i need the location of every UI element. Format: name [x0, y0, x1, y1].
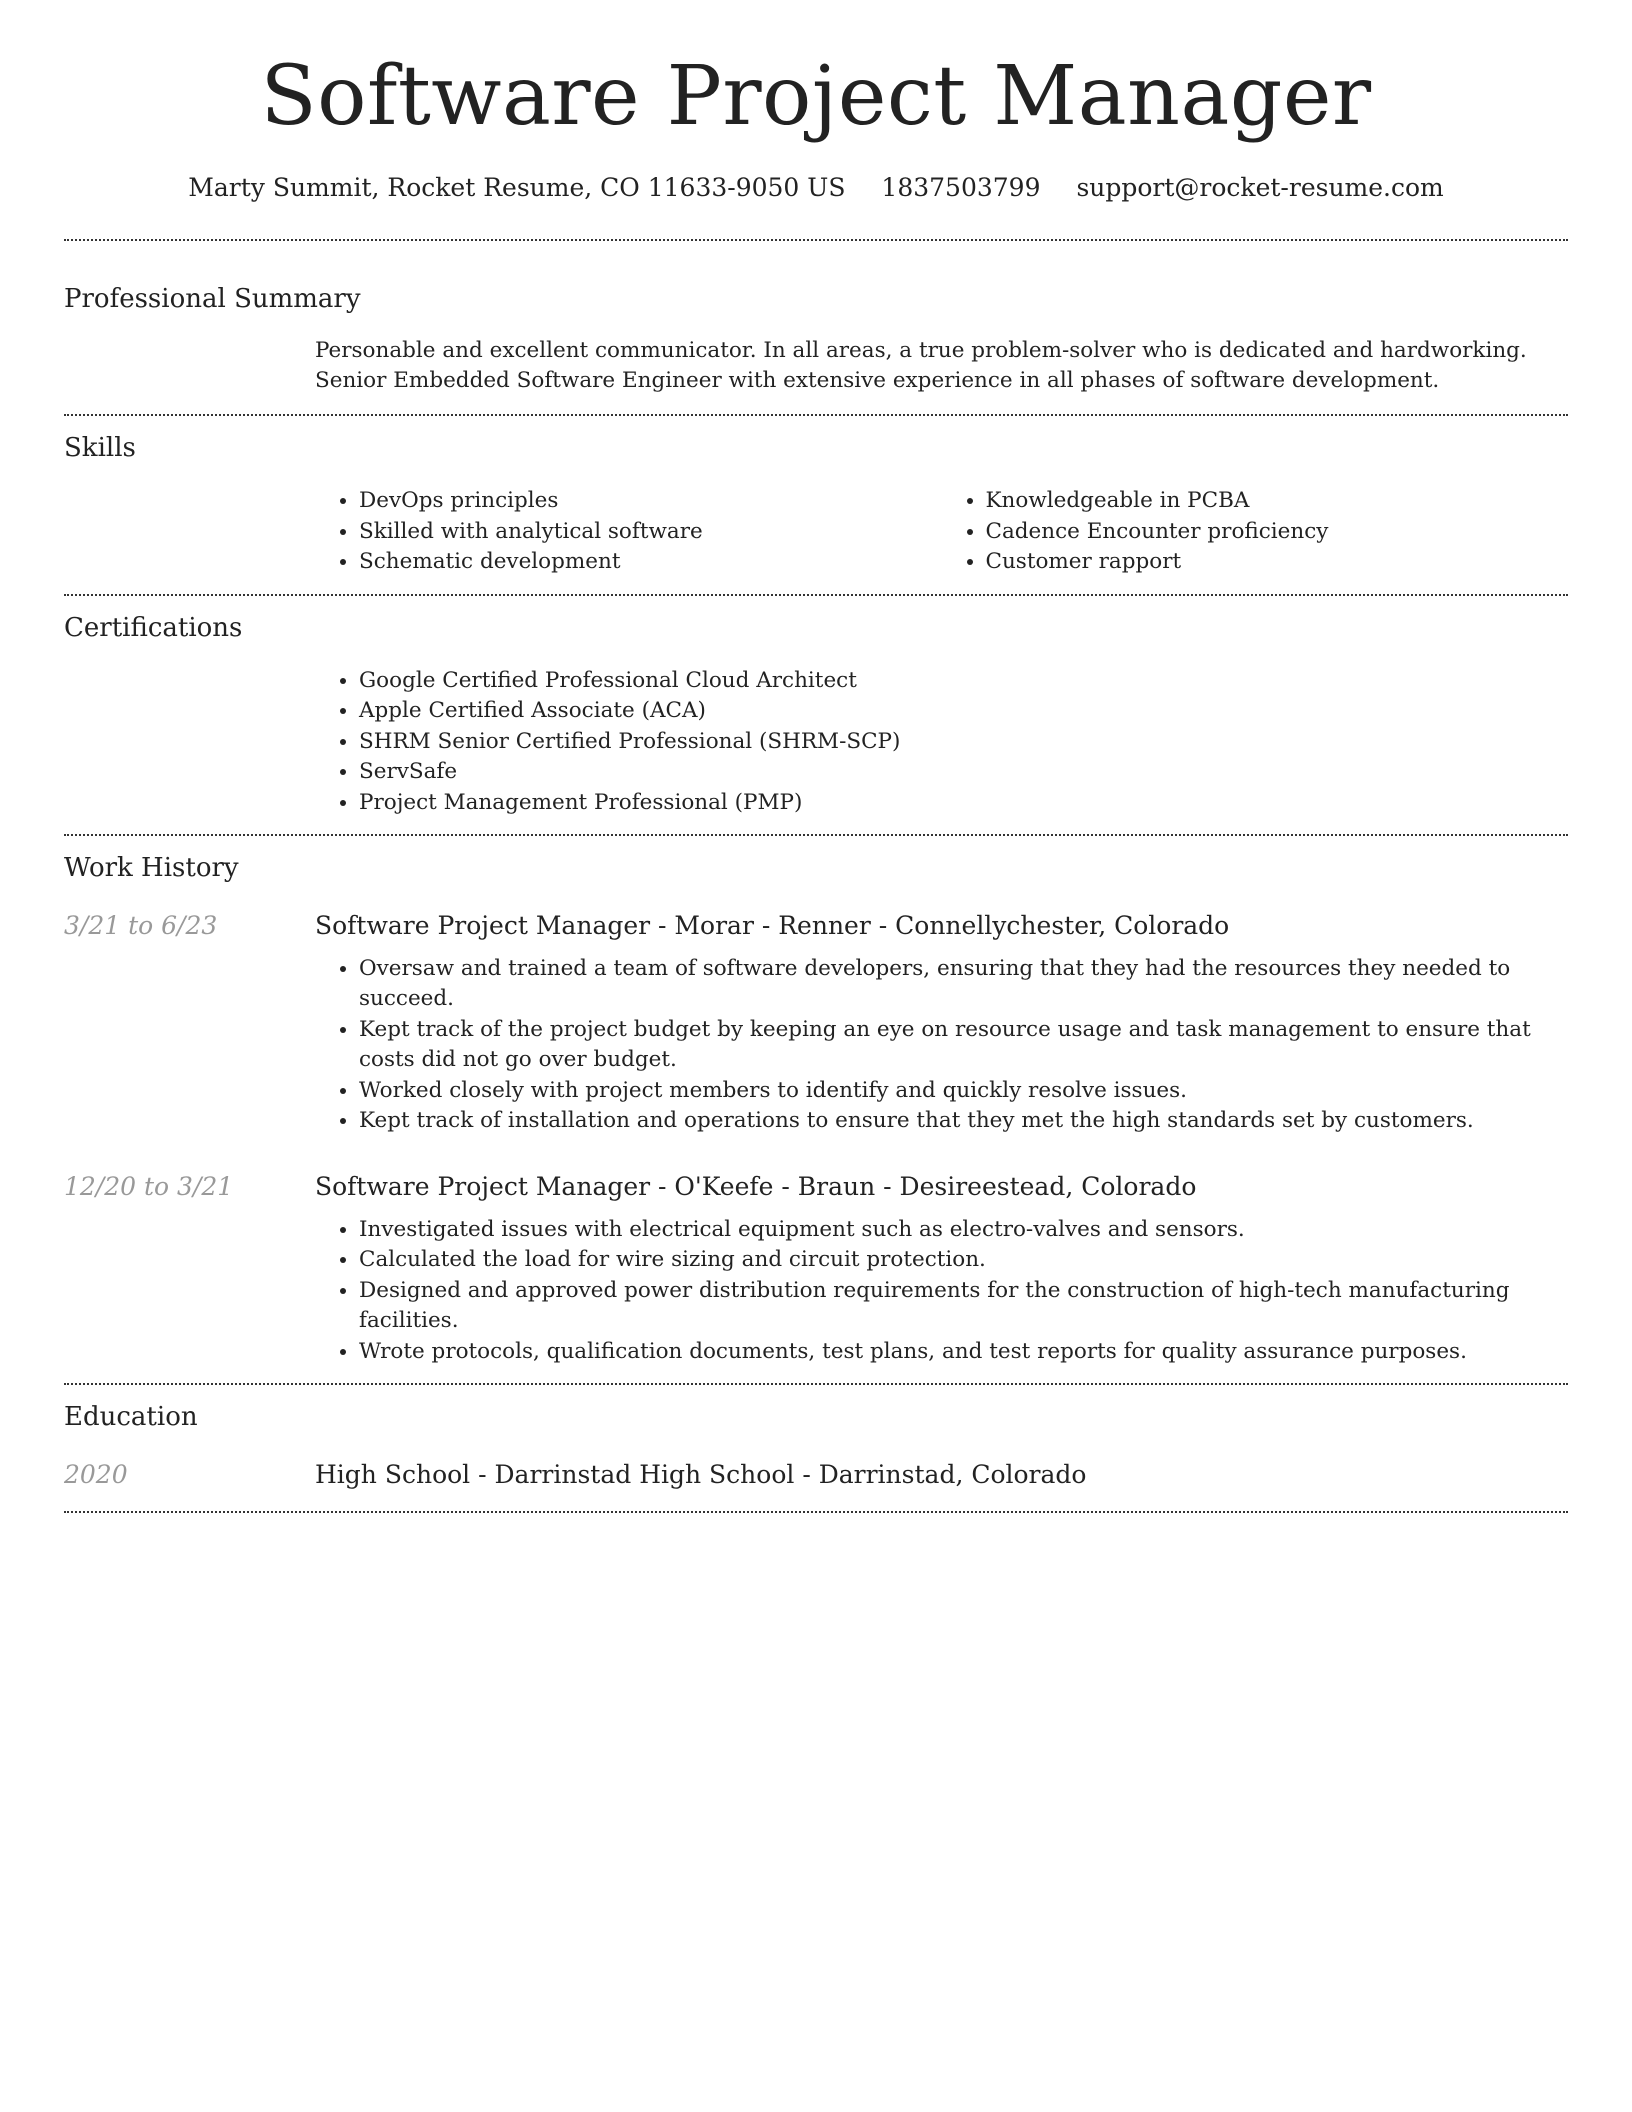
certifications-list: [315, 666, 1568, 819]
skill-item: • Skilled with analytical software: [359, 517, 942, 548]
certification-item: • Apple Certified Associate (ACA): [359, 696, 1568, 727]
job-date: 12/20 to 3/21: [64, 1171, 234, 1201]
certifications-content: [315, 646, 1568, 835]
job-bullet: • Kept track of the project budget by keeping an eye on resource usage and task management to ensure that costs did not go over budget.: [359, 1015, 1568, 1076]
section-title-summary: Professional Summary: [64, 283, 361, 314]
skill-item: • Customer rapport: [986, 547, 1569, 578]
job-body: [315, 1167, 1568, 1368]
contact-email: support@rocket-resume.com: [1076, 173, 1444, 203]
job-bullet: • Designed and approved power distribution requirements for the construction of high-tech manufacturing facilities.: [359, 1276, 1568, 1337]
job-bullet: • Kept track of installation and operations to ensure that they met the high standards set by customers.: [359, 1106, 1568, 1137]
contact-phone: 1837503799: [881, 173, 1041, 203]
summary-text: Personable and excellent communicator. In all areas, a true problem-solver who is dedicated and hardworking. Senior Embedded Software Engineer with extensive experience in all phases of software development.: [315, 338, 1527, 394]
education-date: 2020: [64, 1460, 128, 1490]
skills-list-left: [315, 486, 942, 578]
skill-item: • Schematic development: [359, 547, 942, 578]
job-bullets: [315, 946, 1568, 1137]
section-certifications: [64, 596, 1568, 834]
education-title: High School - Darrinstad High School - Darrinstad, Colorado: [315, 1460, 1087, 1490]
job-entry: [64, 886, 1568, 1137]
skills-list-right: [942, 486, 1569, 578]
contact-address: Marty Summit, Rocket Resume, CO 11633-9050 US: [188, 173, 846, 203]
education-body: [315, 1455, 1568, 1495]
job-body: [315, 906, 1568, 1137]
job-entry: [64, 1137, 1568, 1384]
section-title-certifications: Certifications: [64, 612, 243, 643]
section-title-work-history: Work History: [64, 853, 239, 884]
section-summary: [64, 241, 1568, 415]
section-title-education: Education: [64, 1402, 198, 1433]
certification-item: • Project Management Professional (PMP): [359, 788, 1568, 819]
divider: [64, 1511, 1568, 1513]
resume-title: Software Project Manager: [260, 49, 1372, 144]
certification-item: • ServSafe: [359, 757, 1568, 788]
section-skills: [64, 416, 1568, 593]
job-bullets: [315, 1207, 1568, 1368]
section-title-skills: Skills: [64, 433, 136, 464]
job-bullet: • Wrote protocols, qualification documents, test plans, and test reports for quality assurance purposes.: [359, 1337, 1568, 1368]
job-title: Software Project Manager - O'Keefe - Braun - Desireestead, Colorado: [315, 1171, 1197, 1201]
job-bullet: • Calculated the load for wire sizing and circuit protection.: [359, 1245, 1568, 1276]
skill-item: • DevOps principles: [359, 486, 942, 517]
certification-item: • SHRM Senior Certified Professional (SHRM-SCP): [359, 727, 1568, 758]
section-education: [64, 1385, 1568, 1511]
job-title: Software Project Manager - Morar - Renner - Connellychester, Colorado: [315, 910, 1230, 940]
education-entry: [64, 1435, 1568, 1511]
skills-columns: [315, 466, 1568, 594]
skill-item: • Cadence Encounter proficiency: [986, 517, 1569, 548]
section-work-history: [64, 836, 1568, 1383]
contact-line: [64, 172, 1568, 205]
certification-item: • Google Certified Professional Cloud Architect: [359, 666, 1568, 697]
job-date: 3/21 to 6/23: [64, 910, 218, 940]
job-bullet: • Oversaw and trained a team of software developers, ensuring that they had the resources they needed to succeed.: [359, 954, 1568, 1015]
job-bullet: • Investigated issues with electrical equipment such as electro-valves and sensors.: [359, 1215, 1568, 1246]
job-bullet: • Worked closely with project members to identify and quickly resolve issues.: [359, 1076, 1568, 1107]
skill-item: • Knowledgeable in PCBA: [986, 486, 1569, 517]
